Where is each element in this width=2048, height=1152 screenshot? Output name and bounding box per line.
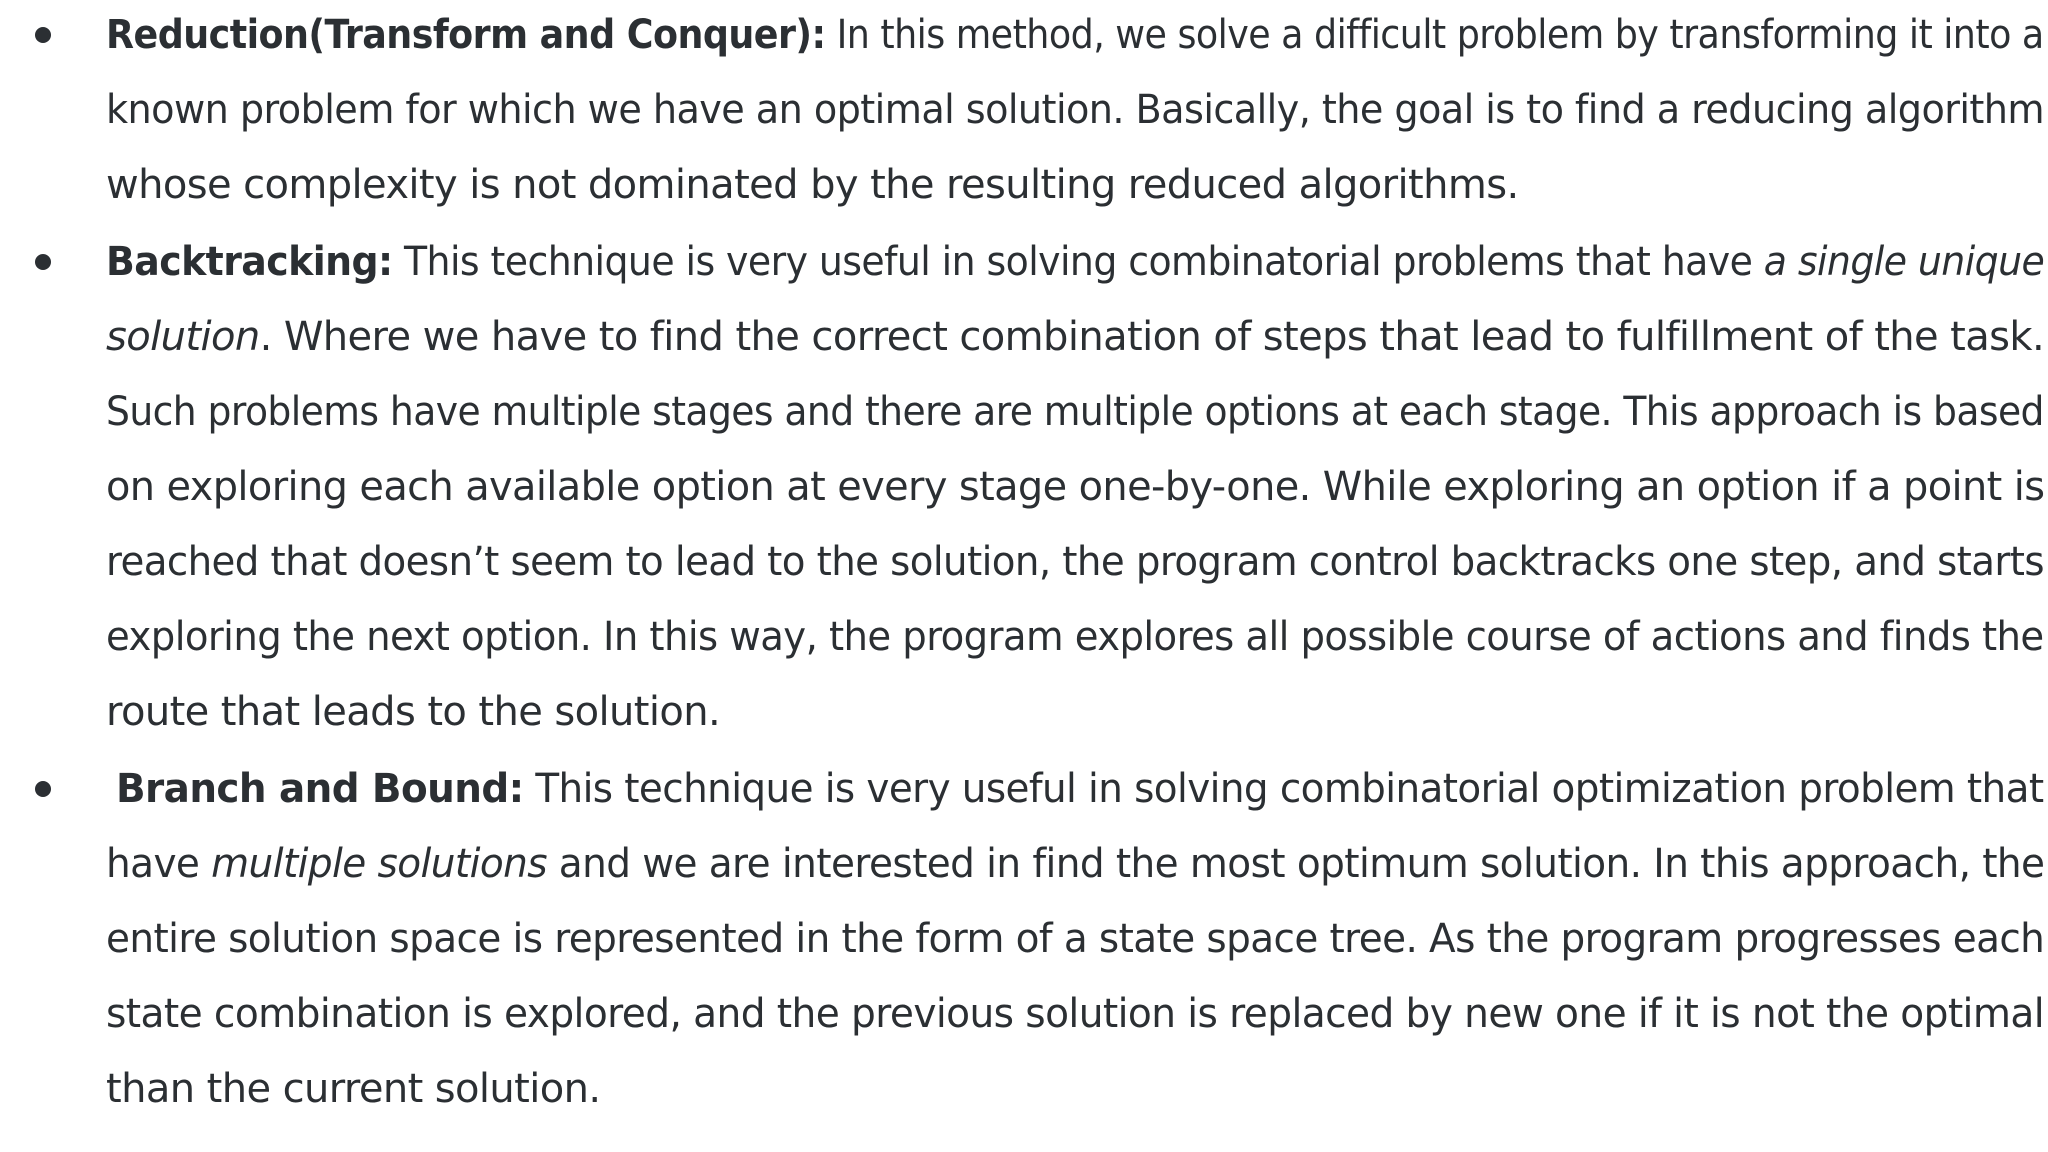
text-segment: . Where we have to find the correct combination of steps that lead to fulfillment of the task. (259, 314, 2045, 360)
term-branch-and-bound: Branch and Bound: (116, 766, 524, 812)
text-line: route that leads to the solution. (106, 689, 721, 735)
text-segment: This technique is very useful in solving combinatorial optimization problem that (523, 766, 2044, 812)
text-segment: have (106, 841, 212, 887)
bullet-icon (35, 781, 51, 797)
text-line (106, 10, 2044, 60)
text-segment: and we are interested in find the most optimum solution. In this approach, the (546, 841, 2045, 887)
term-reduction: Reduction(Transform and Conquer): (106, 12, 826, 58)
bullet-icon (35, 27, 51, 43)
term-backtracking: Backtracking: (106, 239, 393, 285)
text-line (106, 839, 2044, 889)
emphasis-text: multiple solutions (211, 841, 547, 887)
emphasis-text: a single unique (1763, 239, 2045, 285)
text-line: entire solution space is represented in the form of a state space tree. As the program progresses each (106, 916, 2045, 962)
text-line: than the current solution. (106, 1066, 601, 1112)
text-line: whose complexity is not dominated by the resulting reduced algorithms. (106, 162, 1519, 208)
text-line (106, 237, 2044, 287)
text-line: state combination is explored, and the previous solution is replaced by new one if it is not the optimal (106, 991, 2044, 1037)
text-line: exploring the next option. In this way, the program explores all possible course of actions and finds the (106, 614, 2044, 660)
text-line: on exploring each available option at every stage one-by-one. While exploring an option if a point is (106, 464, 2045, 510)
bullet-icon (35, 254, 51, 270)
text-line: known problem for which we have an optimal solution. Basically, the goal is to find a reducing algorithm (106, 87, 2045, 133)
emphasis-text: solution (106, 314, 260, 360)
text-line: reached that doesn’t seem to lead to the solution, the program control backtracks one step, and starts (106, 539, 2044, 585)
text-line: Such problems have multiple stages and there are multiple options at each stage. This approach is based (106, 389, 2044, 435)
text-line (116, 764, 2044, 814)
text-line (106, 312, 2044, 362)
text-segment: In this method, we solve a difficult problem by transforming it into a (825, 12, 2044, 58)
text-segment: This technique is very useful in solving combinatorial problems that have (392, 239, 1764, 285)
